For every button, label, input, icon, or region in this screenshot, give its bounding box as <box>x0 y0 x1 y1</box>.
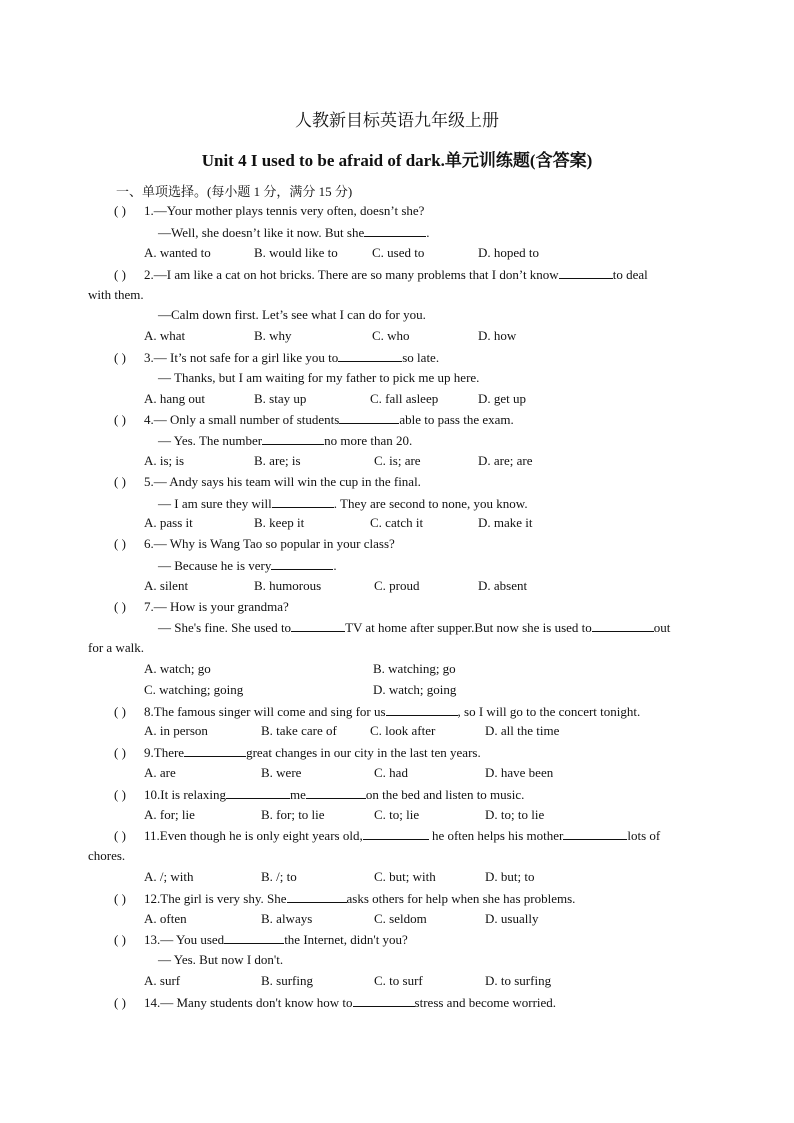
question-8: ( ) 8.The famous singer will come and sing for us , so I will go to the concert tonight. <box>114 704 641 719</box>
option-b: B. humorous <box>254 578 322 593</box>
unit-subtitle: Unit 4 I used to be afraid of dark.单元训练题(含答案) <box>201 151 593 170</box>
option-c: C. is; are <box>374 453 421 468</box>
section-heading: 一、单项选择。(每小题 1 分，满分 15 分) <box>116 184 353 199</box>
option-d: D. how <box>478 328 517 343</box>
option-c: C. fall asleep <box>370 391 439 406</box>
option-a: A. silent <box>144 578 189 593</box>
option-b: B. take care of <box>261 723 337 738</box>
option-c: C. used to <box>372 245 425 260</box>
question-11-continued: chores. <box>88 848 126 863</box>
question-12: ( ) 12.The girl is very shy. She asks others for help when she has problems. <box>114 891 576 906</box>
option-d: D. but; to <box>485 869 535 884</box>
question-4: ( ) 4.— Only a small number of students able to pass the exam. <box>114 412 514 427</box>
option-b: B. /; to <box>261 869 297 884</box>
option-b: B. were <box>261 765 302 780</box>
page-title: 人教新目标英语九年级上册 <box>295 111 499 131</box>
option-a: A. hang out <box>144 391 206 406</box>
option-b: B. always <box>261 911 313 926</box>
question-10: ( ) 10.It is relaxing me on the bed and listen to music. <box>114 787 525 802</box>
question-1: ( ) 1.—Your mother plays tennis very often, doesn’t she? <box>114 203 425 218</box>
question-2: ( ) 2.—I am like a cat on hot bricks. There are so many problems that I don’t know to deal <box>114 267 648 282</box>
option-b: B. would like to <box>254 245 338 260</box>
answer-blank[interactable] <box>271 557 333 570</box>
option-b: B. watching; go <box>373 661 456 676</box>
answer-blank[interactable] <box>353 994 415 1007</box>
question-7-reply: — She's fine. She used to TV at home after supper.But now she is used to out <box>158 620 671 635</box>
question-2-reply: —Calm down first. Let’s see what I can do for you. <box>158 307 426 322</box>
option-a: A. wanted to <box>144 245 211 260</box>
option-d: D. absent <box>478 578 528 593</box>
question-6: ( ) 6.— Why is Wang Tao so popular in your class? <box>114 536 395 551</box>
option-c: C. who <box>372 328 410 343</box>
option-a: A. surf <box>144 973 181 988</box>
answer-blank[interactable] <box>592 619 654 632</box>
option-c: C. to; lie <box>374 807 420 822</box>
option-a: A. in person <box>144 723 208 738</box>
option-a: A. are <box>144 765 176 780</box>
answer-blank[interactable] <box>184 744 246 757</box>
answer-blank[interactable] <box>339 411 399 424</box>
option-a: A. watch; go <box>144 661 211 676</box>
option-d: D. all the time <box>485 723 560 738</box>
option-c: C. but; with <box>374 869 436 884</box>
option-c: C. catch it <box>370 515 424 530</box>
option-b: B. are; is <box>254 453 301 468</box>
option-a: A. is; is <box>144 453 185 468</box>
answer-blank[interactable] <box>563 827 627 840</box>
question-4-reply: — Yes. The number no more than 20. <box>158 433 413 448</box>
question-13-reply: — Yes. But now I don't. <box>158 952 284 967</box>
option-a: A. /; with <box>144 869 194 884</box>
answer-blank[interactable] <box>306 786 366 799</box>
option-c: C. had <box>374 765 408 780</box>
answer-blank[interactable] <box>559 266 613 279</box>
option-c: C. look after <box>370 723 436 738</box>
option-c: C. seldom <box>374 911 427 926</box>
answer-blank[interactable] <box>363 827 429 840</box>
answer-blank[interactable] <box>272 495 334 508</box>
question-13: ( ) 13.— You used the Internet, didn't you? <box>114 932 408 947</box>
option-c: C. proud <box>374 578 420 593</box>
option-d: D. watch; going <box>373 682 457 697</box>
question-9: ( ) 9.There great changes in our city in the last ten years. <box>114 745 481 760</box>
option-d: D. have been <box>485 765 554 780</box>
option-a: A. for; lie <box>144 807 195 822</box>
option-b: B. why <box>254 328 292 343</box>
option-c: C. watching; going <box>144 682 244 697</box>
option-d: D. get up <box>478 391 527 406</box>
question-3-reply: — Thanks, but I am waiting for my father to pick me up here. <box>158 370 480 385</box>
answer-blank[interactable] <box>224 931 284 944</box>
option-a: A. what <box>144 328 186 343</box>
option-d: D. hoped to <box>478 245 540 260</box>
answer-blank[interactable] <box>226 786 290 799</box>
option-d: D. to surfing <box>485 973 552 988</box>
option-b: B. keep it <box>254 515 305 530</box>
question-1-reply: —Well, she doesn’t like it now. But she . <box>158 225 430 240</box>
option-a: A. pass it <box>144 515 193 530</box>
option-c: C. to surf <box>374 973 423 988</box>
question-5-reply: — I am sure they will . They are second to none, you know. <box>158 496 528 511</box>
answer-blank[interactable] <box>386 703 458 716</box>
option-b: B. for; to lie <box>261 807 325 822</box>
question-3: ( ) 3.— It’s not safe for a girl like you to so late. <box>114 350 440 365</box>
option-b: B. stay up <box>254 391 307 406</box>
question-7-continued: for a walk. <box>88 640 144 655</box>
option-d: D. are; are <box>478 453 533 468</box>
option-b: B. surfing <box>261 973 313 988</box>
option-d: D. usually <box>485 911 539 926</box>
answer-blank[interactable] <box>287 890 347 903</box>
option-a: A. often <box>144 911 187 926</box>
question-7: ( ) 7.— How is your grandma? <box>114 599 289 614</box>
answer-blank[interactable] <box>291 619 345 632</box>
question-5: ( ) 5.— Andy says his team will win the cup in the final. <box>114 474 421 489</box>
answer-blank[interactable] <box>364 224 426 237</box>
option-d: D. make it <box>478 515 533 530</box>
question-2-continued: with them. <box>88 287 144 302</box>
answer-blank[interactable] <box>262 432 324 445</box>
question-14: ( ) 14.— Many students don't know how to stress and become worried. <box>114 995 557 1010</box>
answer-blank[interactable] <box>338 349 402 362</box>
question-11: ( ) 11.Even though he is only eight years old, he often helps his mother lots of <box>114 828 661 843</box>
question-6-reply: — Because he is very . <box>158 558 337 573</box>
option-d: D. to; to lie <box>485 807 545 822</box>
